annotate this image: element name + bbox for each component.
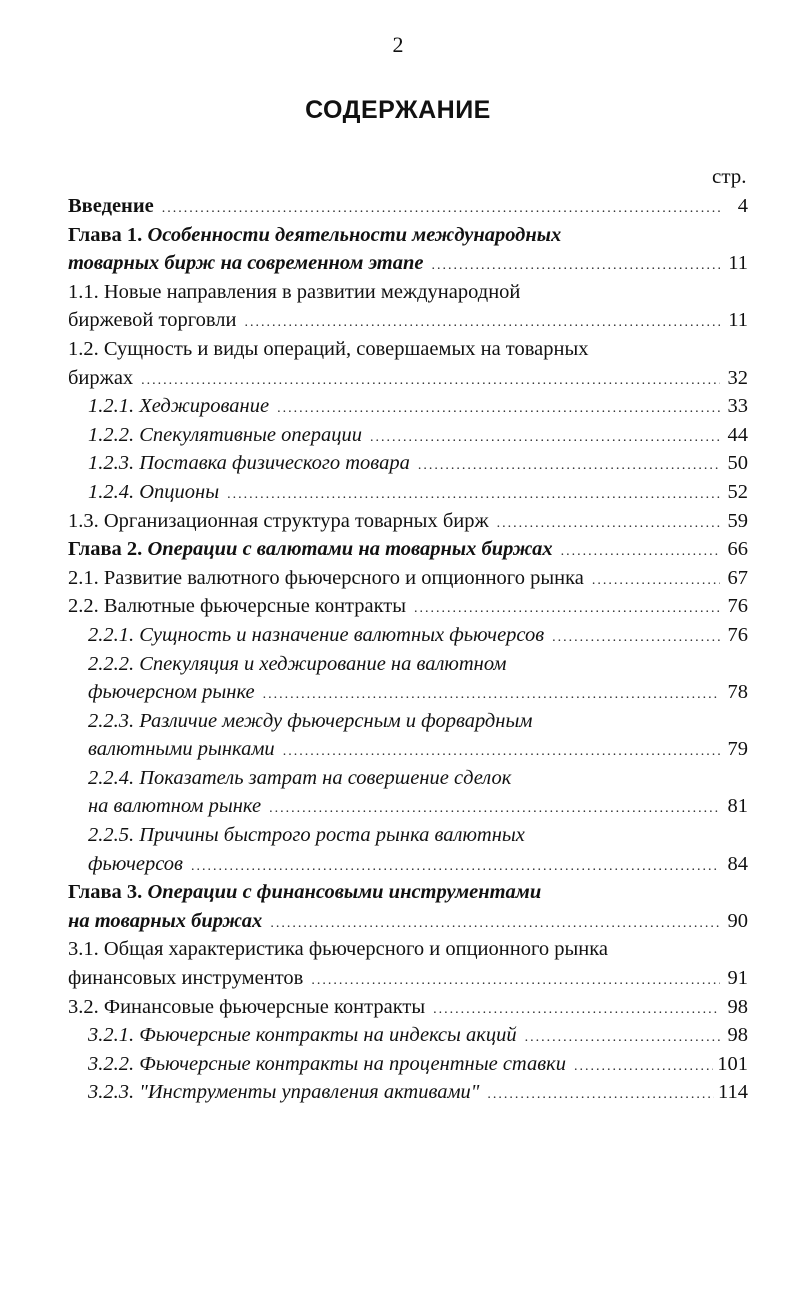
toc-page-number: 91 bbox=[727, 967, 748, 990]
toc-entry-title: 1.2.2. Спекулятивные операции bbox=[88, 423, 362, 446]
toc-line bbox=[68, 392, 748, 421]
toc-line bbox=[68, 507, 748, 536]
toc-entry-prefix: Введение bbox=[68, 195, 154, 217]
dot-leader bbox=[227, 481, 720, 510]
dot-leader bbox=[283, 738, 720, 767]
toc-page-number: 44 bbox=[727, 423, 748, 446]
toc-line bbox=[68, 878, 748, 907]
toc-line bbox=[68, 564, 748, 593]
toc-entry-text bbox=[68, 338, 589, 360]
toc-page-number: 59 bbox=[727, 509, 748, 532]
toc-entry-title: фьючерсном рынке bbox=[88, 681, 255, 704]
toc-page-number: 76 bbox=[727, 623, 748, 646]
toc-entry-prefix: Глава 1. bbox=[68, 223, 143, 246]
toc-page-number: 76 bbox=[727, 595, 748, 618]
toc-line bbox=[68, 764, 748, 793]
toc-line bbox=[68, 993, 748, 1022]
dot-leader bbox=[277, 395, 720, 424]
toc-page-number: 67 bbox=[727, 566, 748, 589]
toc-entry-title: 3.2.3. "Инструменты управления активами" bbox=[88, 1081, 480, 1104]
toc-entry bbox=[68, 478, 748, 507]
toc-entry bbox=[68, 821, 748, 878]
toc-line bbox=[68, 421, 748, 450]
toc-entry bbox=[68, 507, 748, 536]
dot-leader bbox=[370, 424, 720, 453]
toc-entry-text bbox=[88, 1021, 517, 1050]
toc-entry bbox=[68, 1050, 748, 1079]
toc-entry-title: на товарных биржах bbox=[68, 909, 263, 932]
toc-entry-title: на валютном рынке bbox=[88, 795, 262, 818]
toc-entry-text bbox=[88, 421, 362, 450]
toc-page-number: 32 bbox=[727, 366, 748, 389]
toc-entry-title: 1.2.1. Хеджирование bbox=[88, 395, 270, 418]
dot-leader bbox=[574, 1053, 713, 1082]
dot-leader bbox=[487, 1081, 714, 1110]
toc-entry bbox=[68, 1078, 748, 1107]
toc-entry bbox=[68, 278, 748, 335]
toc-entry bbox=[68, 335, 748, 392]
toc-entry bbox=[68, 221, 748, 278]
dot-leader bbox=[270, 910, 720, 939]
toc-entry-title: 1.2.4. Опционы bbox=[88, 480, 220, 503]
toc-line bbox=[68, 621, 748, 650]
table-of-contents bbox=[68, 192, 748, 1107]
toc-line bbox=[68, 249, 748, 278]
toc-line bbox=[68, 449, 748, 478]
toc-entry bbox=[68, 392, 748, 421]
toc-entry-text bbox=[68, 564, 584, 593]
toc-line bbox=[68, 278, 748, 307]
toc-entry bbox=[68, 650, 748, 707]
toc-page-number: 66 bbox=[727, 538, 748, 561]
dot-leader bbox=[592, 567, 720, 596]
dot-leader bbox=[141, 367, 720, 396]
toc-entry-text bbox=[68, 592, 406, 621]
toc-entry bbox=[68, 535, 748, 564]
toc-line bbox=[68, 821, 748, 850]
toc-page-number: 11 bbox=[728, 252, 748, 275]
toc-entry bbox=[68, 993, 748, 1022]
toc-entry-title: валютными рынками bbox=[88, 738, 275, 761]
toc-entry bbox=[68, 707, 748, 764]
toc-entry-title: 2.2.1. Сущность и назначение валютных фьючерсов bbox=[88, 623, 545, 646]
toc-entry-text bbox=[88, 653, 506, 675]
toc-line bbox=[68, 792, 748, 821]
toc-entry-text bbox=[68, 993, 425, 1022]
toc-entry-title: 3.2. Финансовые фьючерсные контракты bbox=[68, 995, 426, 1018]
toc-line bbox=[68, 306, 748, 335]
toc-entry-title: 2.2.4. Показатель затрат на совершение сделок bbox=[88, 766, 512, 789]
toc-entry-title: 3.2.1. Фьючерсные контракты на индексы акций bbox=[88, 1024, 517, 1047]
toc-entry-title: 1.1. Новые направления в развитии международной bbox=[68, 280, 521, 303]
toc-entry-text bbox=[88, 735, 275, 764]
toc-entry bbox=[68, 878, 748, 935]
toc-line bbox=[68, 1050, 748, 1079]
toc-entry bbox=[68, 764, 748, 821]
toc-entry-text bbox=[88, 621, 544, 650]
toc-entry-title: биржах bbox=[68, 366, 134, 389]
dot-leader bbox=[263, 681, 720, 710]
dot-leader bbox=[162, 195, 720, 224]
dot-leader bbox=[269, 795, 720, 824]
dot-leader bbox=[418, 452, 720, 481]
toc-entry-text bbox=[68, 535, 553, 564]
toc-entry bbox=[68, 592, 748, 621]
toc-entry bbox=[68, 449, 748, 478]
toc-page-number: 84 bbox=[727, 852, 748, 875]
toc-page-number: 4 bbox=[737, 195, 748, 217]
toc-entry-title: товарных бирж на современном этапе bbox=[68, 252, 424, 275]
toc-entry-text bbox=[88, 850, 183, 879]
toc-entry-title: 1.3. Организационная структура товарных бирж bbox=[68, 509, 489, 532]
toc-entry-title: 2.2.3. Различие между фьючерсным и форвардным bbox=[88, 709, 533, 732]
toc-page-number: 78 bbox=[727, 681, 748, 704]
toc-entry-text bbox=[68, 507, 489, 536]
page-number: 2 bbox=[392, 32, 404, 57]
dot-leader bbox=[311, 967, 720, 996]
toc-entry-text bbox=[68, 192, 154, 221]
dot-leader bbox=[497, 510, 720, 539]
toc-entry-title: 2.1. Развитие валютного фьючерсного и опционного рынка bbox=[68, 566, 584, 589]
toc-entry-text bbox=[68, 224, 561, 246]
toc-entry bbox=[68, 564, 748, 593]
toc-line bbox=[68, 850, 748, 879]
toc-page-number: 11 bbox=[728, 309, 748, 332]
toc-entry-title: 2.2. Валютные фьючерсные контракты bbox=[68, 595, 407, 618]
toc-entry-prefix: Глава 2. bbox=[68, 538, 143, 561]
toc-line bbox=[68, 1078, 748, 1107]
dot-leader bbox=[525, 1024, 720, 1053]
page-column-label: стр. bbox=[712, 164, 747, 188]
toc-entry-text bbox=[88, 392, 269, 421]
toc-entry-text bbox=[68, 881, 541, 903]
toc-page-number: 101 bbox=[717, 1052, 748, 1075]
toc-line bbox=[68, 735, 748, 764]
toc-entry-text bbox=[88, 792, 261, 821]
toc-entry-text bbox=[88, 478, 219, 507]
toc-entry bbox=[68, 192, 748, 221]
dot-leader bbox=[561, 538, 720, 567]
toc-page-number: 81 bbox=[727, 795, 748, 818]
toc-entry-title: Операции с финансовыми инструментами bbox=[147, 881, 542, 904]
toc-page-number: 98 bbox=[727, 1024, 748, 1047]
toc-entry-text bbox=[88, 678, 255, 707]
toc-page-number: 114 bbox=[718, 1081, 748, 1104]
toc-line bbox=[68, 1021, 748, 1050]
dot-leader bbox=[414, 595, 720, 624]
toc-line bbox=[68, 192, 748, 221]
toc-line bbox=[68, 335, 748, 364]
toc-entry-text bbox=[68, 938, 608, 960]
toc-entry-text bbox=[88, 1078, 479, 1107]
toc-entry-title: 1.2. Сущность и виды операций, совершаемых на товарных bbox=[68, 337, 589, 360]
toc-entry-text bbox=[88, 767, 511, 789]
toc-entry-title: биржевой торговли bbox=[68, 309, 237, 332]
toc-line bbox=[68, 707, 748, 736]
toc-entry-title: 3.2.2. Фьючерсные контракты на процентные ставки bbox=[88, 1052, 566, 1075]
toc-entry-text bbox=[88, 449, 410, 478]
toc-line bbox=[68, 907, 748, 936]
dot-leader bbox=[432, 252, 720, 281]
toc-line bbox=[68, 592, 748, 621]
toc-page-number: 50 bbox=[727, 452, 748, 475]
toc-entry bbox=[68, 621, 748, 650]
toc-entry-text bbox=[68, 364, 133, 393]
toc-page-number: 52 bbox=[727, 480, 748, 503]
toc-entry-text bbox=[68, 907, 262, 936]
toc-entry-title: Операции с валютами на товарных биржах bbox=[147, 538, 553, 561]
toc-line bbox=[68, 935, 748, 964]
toc-entry-title: 1.2.3. Поставка физического товара bbox=[88, 452, 410, 475]
dot-leader bbox=[191, 853, 720, 882]
page-title: СОДЕРЖАНИЕ bbox=[305, 96, 491, 124]
toc-entry-text bbox=[68, 249, 424, 278]
toc-entry-text bbox=[88, 710, 532, 732]
toc-entry-prefix: Глава 3. bbox=[68, 881, 143, 904]
toc-page-number: 79 bbox=[727, 738, 748, 761]
toc-entry-title: фьючерсов bbox=[88, 852, 183, 875]
dot-leader bbox=[552, 624, 720, 653]
toc-line bbox=[68, 478, 748, 507]
toc-entry-text bbox=[88, 1050, 566, 1079]
toc-line bbox=[68, 964, 748, 993]
toc-entry bbox=[68, 1021, 748, 1050]
toc-entry bbox=[68, 421, 748, 450]
dot-leader bbox=[244, 309, 720, 338]
toc-line bbox=[68, 221, 748, 250]
toc-page-number: 98 bbox=[727, 995, 748, 1018]
toc-entry-title: 2.2.5. Причины быстрого роста рынка валютных bbox=[88, 824, 525, 847]
toc-page-number: 90 bbox=[727, 909, 748, 932]
toc-line bbox=[68, 650, 748, 679]
toc-entry-text bbox=[88, 824, 525, 846]
dot-leader bbox=[433, 996, 720, 1025]
toc-line bbox=[68, 678, 748, 707]
toc-entry-title: 2.2.2. Спекуляция и хеджирование на валютном bbox=[88, 652, 507, 675]
toc-entry-title: финансовых инструментов bbox=[68, 967, 304, 990]
toc-entry-text bbox=[68, 281, 520, 303]
toc-entry-text bbox=[68, 964, 303, 993]
toc-entry-title: 3.1. Общая характеристика фьючерсного и опционного рынка bbox=[68, 938, 608, 961]
toc-line bbox=[68, 364, 748, 393]
toc-line bbox=[68, 535, 748, 564]
toc-page-number: 33 bbox=[727, 395, 748, 418]
toc-entry-title: Особенности деятельности международных bbox=[147, 223, 562, 246]
toc-entry bbox=[68, 935, 748, 992]
toc-entry-text bbox=[68, 306, 236, 335]
